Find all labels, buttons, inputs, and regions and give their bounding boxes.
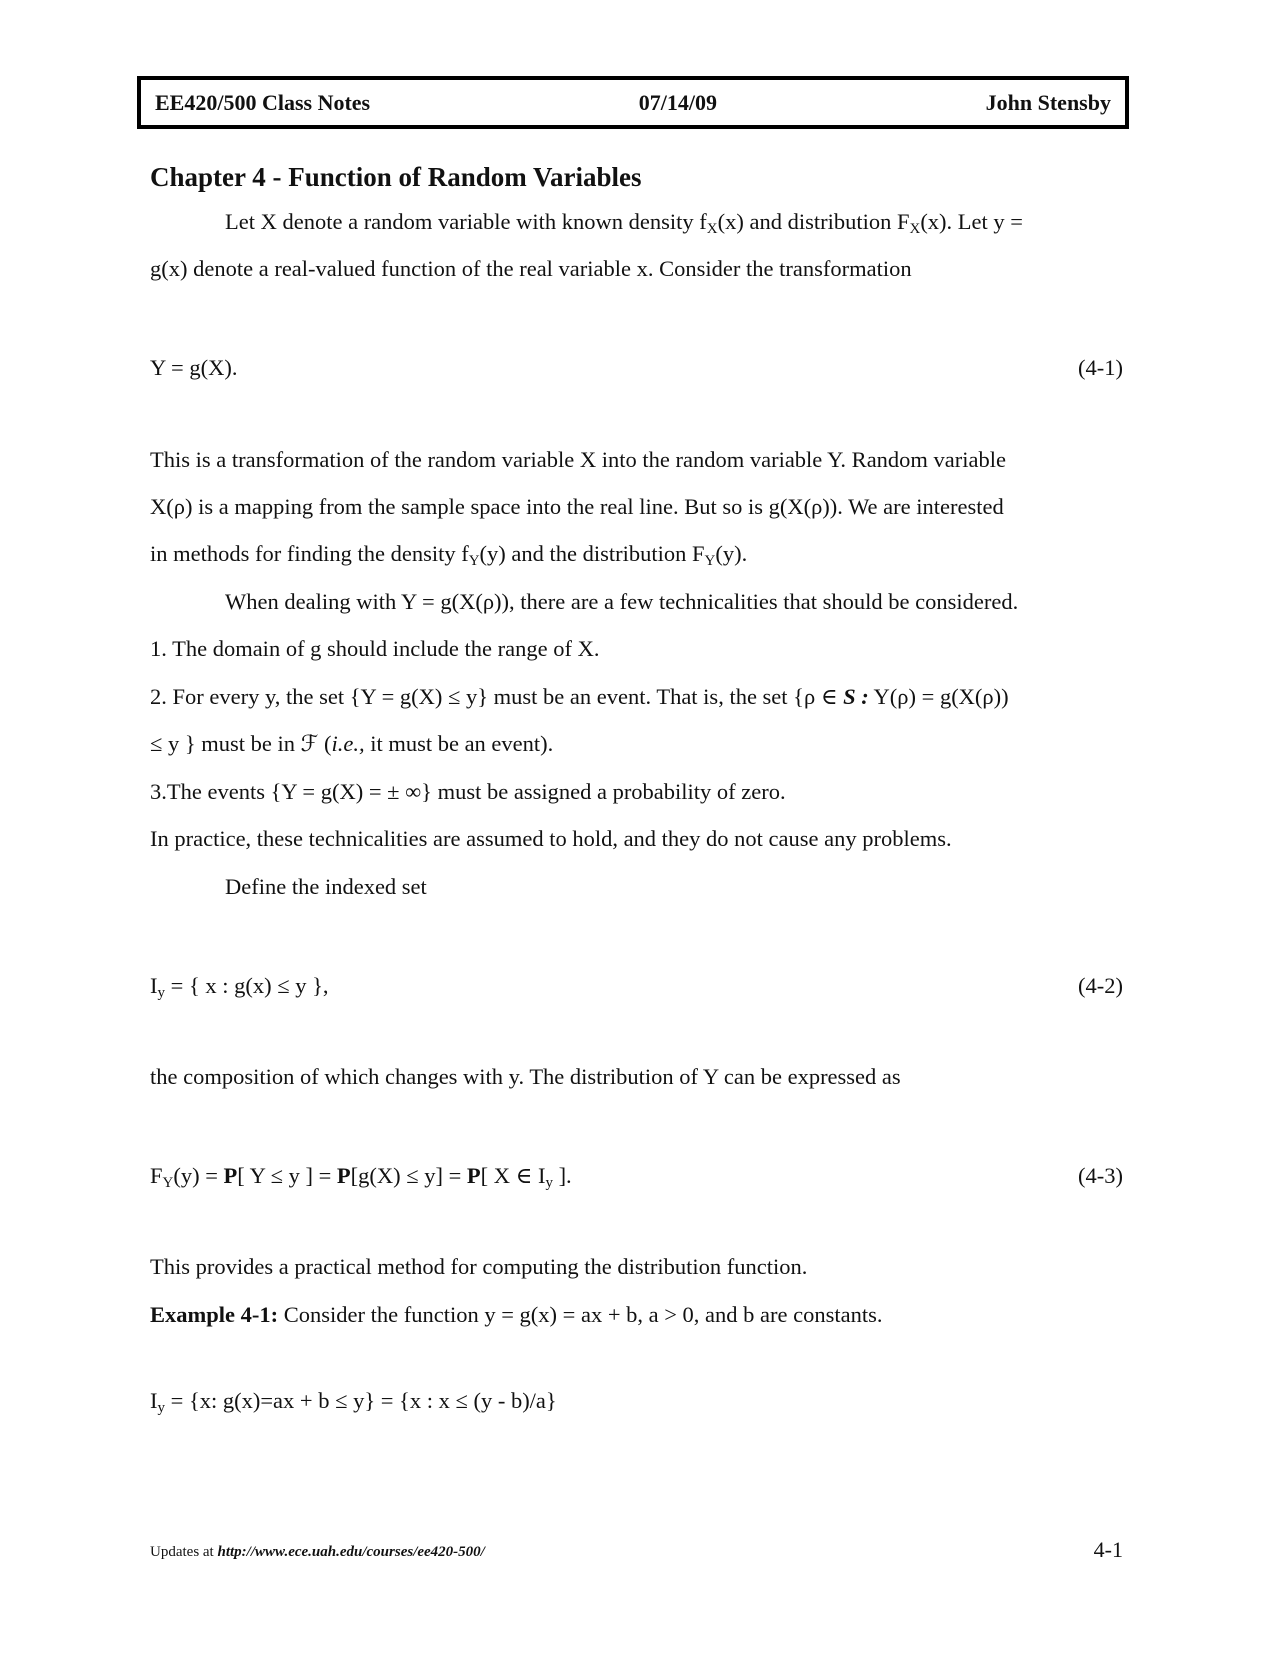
para3-line-6: Define the indexed set xyxy=(225,874,427,899)
footer-url-link[interactable]: http://www.ece.uah.edu/courses/ee420-500/ xyxy=(217,1544,485,1560)
para2-line-2: X(ρ) is a mapping from the sample space into the real line. But so is g(X(ρ)). We are interested xyxy=(150,494,1004,519)
equation-number-4-2: (4-2) xyxy=(1078,973,1123,998)
para3-line-5: In practice, these technicalities are assumed to hold, and they do not cause any problems. xyxy=(150,826,952,851)
para5: This provides a practical method for computing the distribution function. xyxy=(150,1254,808,1279)
course-title: EE420/500 Class Notes xyxy=(155,89,371,115)
equation-4-3: $F_Y(y) = P$[ Y ≤ y ] = P[g(X) ≤ y] = P[ X ∈ $I_y$ ]. xyxy=(150,1163,572,1191)
para3-line-1: When dealing with Y = g(X(ρ)), there are a few technicalities that should be considered. xyxy=(225,589,1019,614)
para4: the composition of which changes with y. The distribution of Y can be expressed as xyxy=(150,1064,901,1089)
page-number: 4-1 xyxy=(1093,1537,1123,1562)
list-item-1: 1. The domain of g should include the range of X. xyxy=(150,636,600,661)
equation-number-4-1: (4-1) xyxy=(1078,355,1123,380)
intro-line-2: g(x) denote a real-valued function of the real variable x. Consider the transformation xyxy=(150,256,912,281)
equation-4-1: Y = g(X). xyxy=(150,355,238,380)
list-item-2-cont: ≤ y } must be in ℱ (i.e., it must be an event). xyxy=(150,731,554,756)
footer-updates: Updates at http://www.ece.uah.edu/courses/ee420-500/ xyxy=(150,1544,485,1560)
list-item-3: 3.The events {Y = g(X) = ± ∞} must be assigned a probability of zero. xyxy=(150,779,786,804)
chapter-title: Chapter 4 - Function of Random Variables xyxy=(150,162,642,192)
para2-line-1: This is a transformation of the random variable X into the random variable Y. Random variable xyxy=(150,447,1007,472)
author-name: John Stensby xyxy=(985,89,1111,115)
list-item-2: 2. For every y, the set {Y = g(X) ≤ y} must be an event. That is, the set {ρ ∈ S : Y(ρ) = g(X(ρ)) xyxy=(150,684,1009,709)
intro-line-1: Let X denote a random variable with known density $f_X(x)$ and distribution $F_X(x)$. Let y = xyxy=(225,209,1023,237)
equation-example: $I_y = \{x$: g(x)=ax + b ≤ y} = {x : x ≤ (y - b)/a} xyxy=(150,1388,557,1416)
para2-line-3: in methods for finding the density $f_Y(y)$ and the distribution $F_Y(y)$. xyxy=(150,541,748,569)
equation-number-4-3: (4-3) xyxy=(1078,1163,1123,1188)
header-box xyxy=(137,76,1129,129)
equation-4-2: $I_y$ = { x : g(x) ≤ y }, xyxy=(150,973,329,1001)
example-4-1: Example 4-1: Consider the function y = g(x) = ax + b, a > 0, and b are constants. xyxy=(150,1302,883,1327)
header-date: 07/14/09 xyxy=(638,89,717,115)
